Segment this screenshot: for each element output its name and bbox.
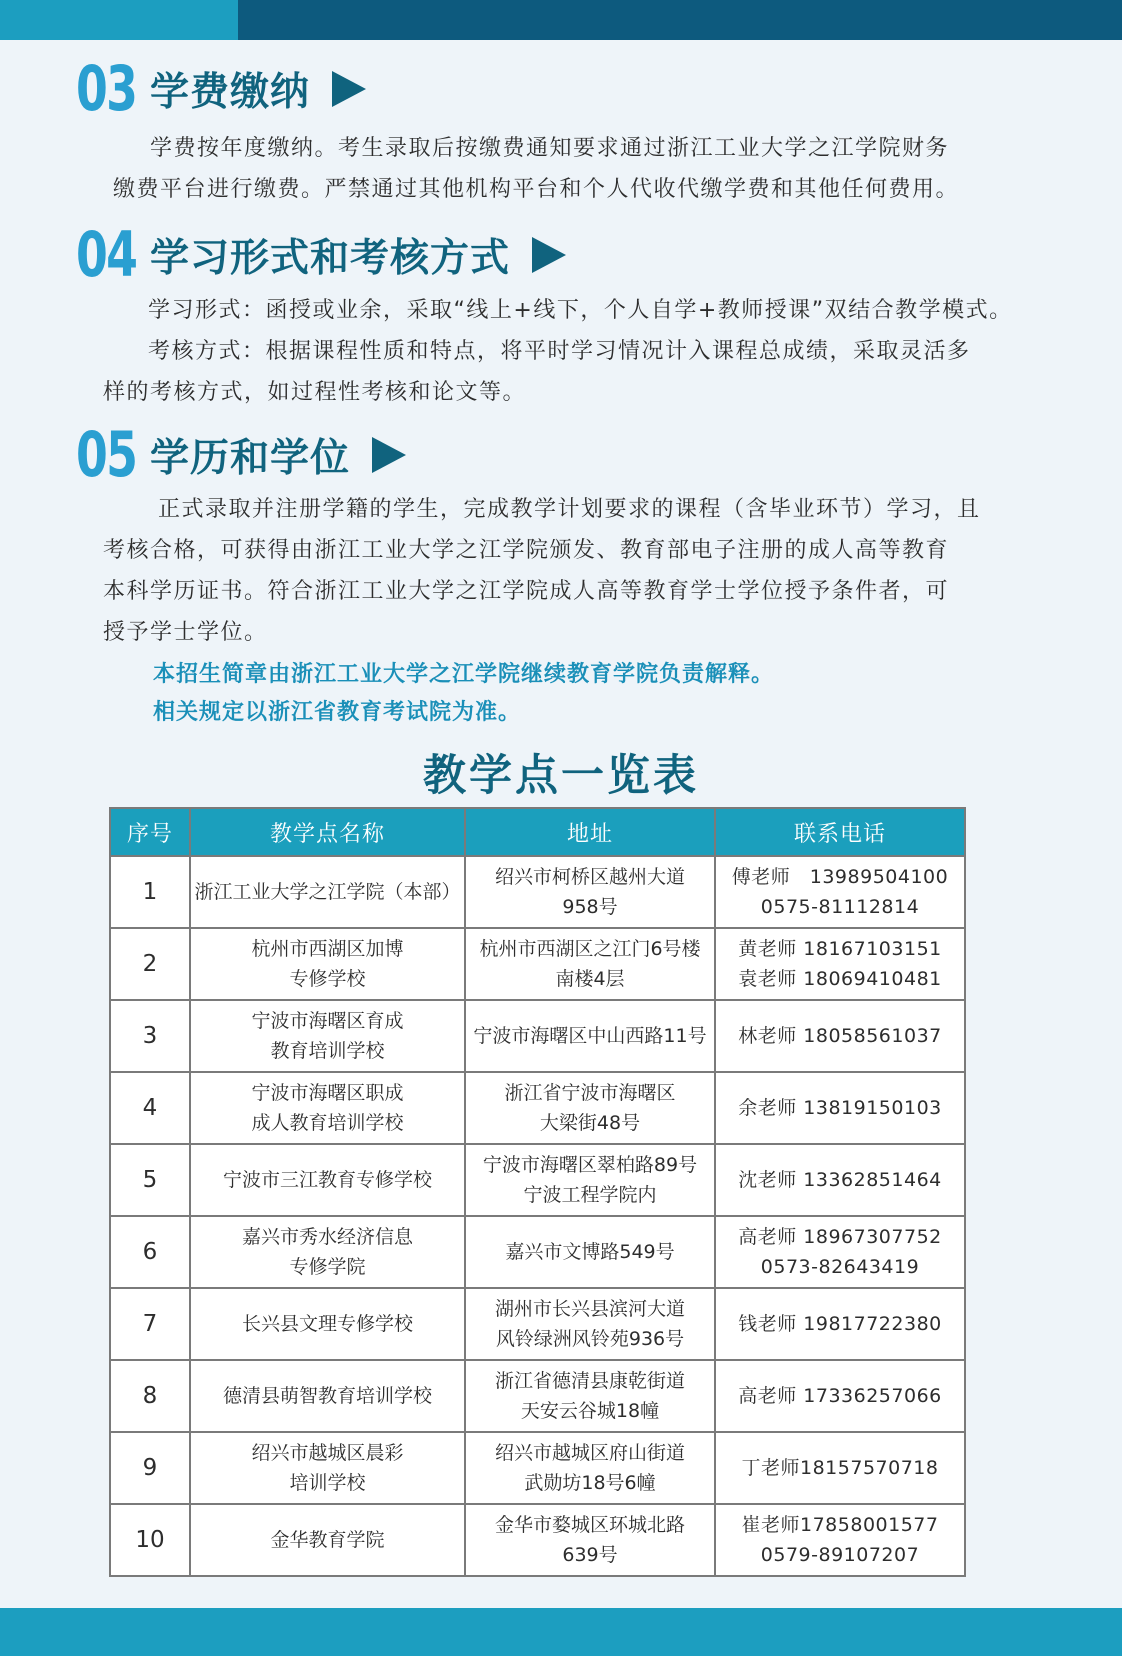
- cell-name: [190, 928, 465, 1000]
- cell-address: [465, 1216, 715, 1288]
- cell-address: [465, 1144, 715, 1216]
- cell-index: 8: [110, 1360, 190, 1432]
- paragraph-line: 授予学士学位。: [103, 620, 268, 645]
- cell-phone: [715, 1504, 965, 1576]
- cell-name: [190, 1288, 465, 1360]
- cell-phone: [715, 1144, 965, 1216]
- section-05-heading: [76, 418, 406, 491]
- cell-index: 9: [110, 1432, 190, 1504]
- play-arrow-icon: [532, 237, 566, 273]
- cell-name-line: 杭州市西湖区加博: [251, 938, 404, 960]
- cell-name: [190, 1504, 465, 1576]
- table-row: [110, 1288, 965, 1360]
- cell-address: [465, 1360, 715, 1432]
- cell-address-line: 武勋坊18号6幢: [524, 1472, 656, 1494]
- cell-phone-line: 高老师 18967307752: [738, 1226, 942, 1248]
- table-row: [110, 1072, 965, 1144]
- cell-phone: [715, 928, 965, 1000]
- cell-address-line: 风铃绿洲风铃苑936号: [495, 1328, 685, 1350]
- cell-address-line: 639号: [562, 1544, 618, 1566]
- section-04-heading: [76, 218, 566, 291]
- note-interpretation: 本招生简章由浙江工业大学之江学院继续教育学院负责解释。: [153, 662, 775, 687]
- cell-index: 1: [110, 856, 190, 928]
- cell-name: [190, 1216, 465, 1288]
- table-row: [110, 1432, 965, 1504]
- cell-name-line: 嘉兴市秀水经济信息: [241, 1226, 413, 1248]
- column-header-phone: 联系电话: [715, 808, 965, 856]
- cell-phone: [715, 1432, 965, 1504]
- cell-address: [465, 856, 715, 928]
- column-header-address: 地址: [465, 808, 715, 856]
- paragraph-line: 本科学历证书。符合浙江工业大学之江学院成人高等教育学士学位授予条件者，可: [103, 579, 950, 604]
- cell-name-line: 德清县萌智教育培训学校: [222, 1385, 432, 1407]
- cell-phone: [715, 856, 965, 928]
- cell-phone: [715, 1072, 965, 1144]
- top-banner: [0, 0, 1122, 40]
- table-row: [110, 1504, 965, 1576]
- column-header-name: 教学点名称: [190, 808, 465, 856]
- cell-phone: [715, 1360, 965, 1432]
- cell-address-line: 天安云谷城18幢: [520, 1400, 660, 1422]
- cell-phone-line: 0575-81112814: [760, 896, 920, 918]
- cell-name-line: 宁波市海曙区职成: [251, 1082, 404, 1104]
- cell-phone-line: 崔老师17858001577: [741, 1514, 939, 1536]
- section-number: 03: [76, 52, 137, 125]
- cell-index: 10: [110, 1504, 190, 1576]
- cell-index: 6: [110, 1216, 190, 1288]
- cell-address-line: 958号: [562, 896, 618, 918]
- cell-name: [190, 1144, 465, 1216]
- paragraph-line: 学费按年度缴纳。考生录取后按缴费通知要求通过浙江工业大学之江学院财务: [150, 136, 950, 161]
- table-row: [110, 1000, 965, 1072]
- cell-address-line: 金华市婺城区环城北路: [494, 1514, 685, 1536]
- cell-name-line: 成人教育培训学校: [251, 1112, 404, 1134]
- cell-index: 4: [110, 1072, 190, 1144]
- top-banner-accent: [0, 0, 238, 40]
- cell-phone-line: 丁老师18157570718: [741, 1457, 939, 1479]
- table-row: [110, 1216, 965, 1288]
- table-row: [110, 1360, 965, 1432]
- cell-phone-line: 林老师 18058561037: [738, 1025, 942, 1047]
- table-row: [110, 856, 965, 928]
- cell-phone: [715, 1288, 965, 1360]
- cell-name-line: 绍兴市越城区晨彩: [251, 1442, 404, 1464]
- cell-name: [190, 1360, 465, 1432]
- cell-name-line: 浙江工业大学之江学院（本部）: [194, 881, 461, 903]
- cell-phone-line: 袁老师 18069410481: [738, 968, 942, 990]
- cell-address-line: 绍兴市越城区府山街道: [494, 1442, 685, 1464]
- cell-name-line: 专修学校: [289, 968, 366, 990]
- cell-address: [465, 1504, 715, 1576]
- column-header-no: 序号: [110, 808, 190, 856]
- cell-phone-line: 钱老师 19817722380: [738, 1313, 942, 1335]
- top-banner-dark: [238, 0, 1122, 40]
- table-title: 教学点一览表: [423, 751, 699, 801]
- paragraph-line: 考核方式：根据课程性质和特点，将平时学习情况计入课程总成绩，采取灵活多: [148, 339, 971, 364]
- paragraph-line: 缴费平台进行缴费。严禁通过其他机构平台和个人代收代缴学费和其他任何费用。: [113, 177, 960, 202]
- cell-name-line: 宁波市海曙区育成: [251, 1010, 404, 1032]
- cell-address-line: 南楼4层: [555, 968, 625, 990]
- play-arrow-icon: [332, 71, 366, 107]
- table-row: [110, 928, 965, 1000]
- cell-index: 5: [110, 1144, 190, 1216]
- section-number: 04: [76, 218, 137, 291]
- cell-name: [190, 1000, 465, 1072]
- table-header-row: [110, 808, 965, 856]
- cell-address: [465, 1288, 715, 1360]
- cell-name: [190, 856, 465, 928]
- cell-name: [190, 1432, 465, 1504]
- cell-phone-line: 0573-82643419: [760, 1256, 920, 1278]
- cell-phone-line: 高老师 17336257066: [738, 1385, 942, 1407]
- cell-phone-line: 傅老师 13989504100: [731, 866, 949, 888]
- cell-name-line: 金华教育学院: [270, 1529, 385, 1551]
- cell-phone-line: 余老师 13819150103: [738, 1097, 942, 1119]
- cell-address-line: 杭州市西湖区之江门6号楼: [479, 938, 701, 960]
- table-row: [110, 1144, 965, 1216]
- cell-name-line: 专修学院: [289, 1256, 366, 1278]
- cell-address-line: 宁波市海曙区翠柏路89号: [482, 1154, 698, 1176]
- cell-address-line: 绍兴市柯桥区越州大道: [494, 866, 685, 888]
- cell-name-line: 教育培训学校: [270, 1040, 385, 1062]
- cell-phone-line: 黄老师 18167103151: [738, 938, 942, 960]
- cell-phone: [715, 1000, 965, 1072]
- play-arrow-icon: [372, 437, 406, 473]
- section-title: 学费缴纳: [150, 69, 311, 115]
- cell-address-line: 大梁街48号: [539, 1112, 641, 1134]
- paragraph-line: 考核合格，可获得由浙江工业大学之江学院颁发、教育部电子注册的成人高等教育: [103, 538, 950, 563]
- cell-address: [465, 928, 715, 1000]
- cell-name: [190, 1072, 465, 1144]
- bottom-banner: [0, 1608, 1122, 1656]
- cell-address-line: 湖州市长兴县滨河大道: [494, 1298, 685, 1320]
- cell-name-line: 宁波市三江教育专修学校: [222, 1169, 432, 1191]
- cell-phone-line: 沈老师 13362851464: [738, 1169, 942, 1191]
- section-03-heading: [76, 52, 366, 125]
- paragraph-line: 正式录取并注册学籍的学生，完成教学计划要求的课程（含毕业环节）学习，且: [158, 497, 981, 522]
- cell-index: 3: [110, 1000, 190, 1072]
- cell-address: [465, 1000, 715, 1072]
- cell-index: 2: [110, 928, 190, 1000]
- cell-address-line: 嘉兴市文博路549号: [505, 1241, 675, 1263]
- cell-phone: [715, 1216, 965, 1288]
- cell-address-line: 宁波工程学院内: [523, 1184, 657, 1206]
- cell-index: 7: [110, 1288, 190, 1360]
- cell-address-line: 宁波市海曙区中山西路11号: [473, 1025, 707, 1047]
- cell-address-line: 浙江省宁波市海曙区: [504, 1082, 676, 1104]
- cell-address: [465, 1072, 715, 1144]
- cell-phone-line: 0579-89107207: [760, 1544, 920, 1566]
- section-title: 学习形式和考核方式: [150, 235, 511, 281]
- teaching-points-table: [109, 807, 966, 1577]
- paragraph-line: 学习形式：函授或业余，采取“线上+线下，个人自学+教师授课”双结合教学模式。: [148, 298, 1013, 323]
- paragraph-line: 样的考核方式，如过程性考核和论文等。: [103, 380, 527, 405]
- cell-name-line: 长兴县文理专修学校: [241, 1313, 413, 1335]
- cell-address-line: 浙江省德清县康乾街道: [494, 1370, 685, 1392]
- note-regulation: 相关规定以浙江省教育考试院为准。: [153, 700, 522, 725]
- section-number: 05: [76, 418, 137, 491]
- section-title: 学历和学位: [150, 435, 351, 481]
- cell-name-line: 培训学校: [289, 1472, 366, 1494]
- table-body: [110, 856, 965, 1576]
- cell-address: [465, 1432, 715, 1504]
